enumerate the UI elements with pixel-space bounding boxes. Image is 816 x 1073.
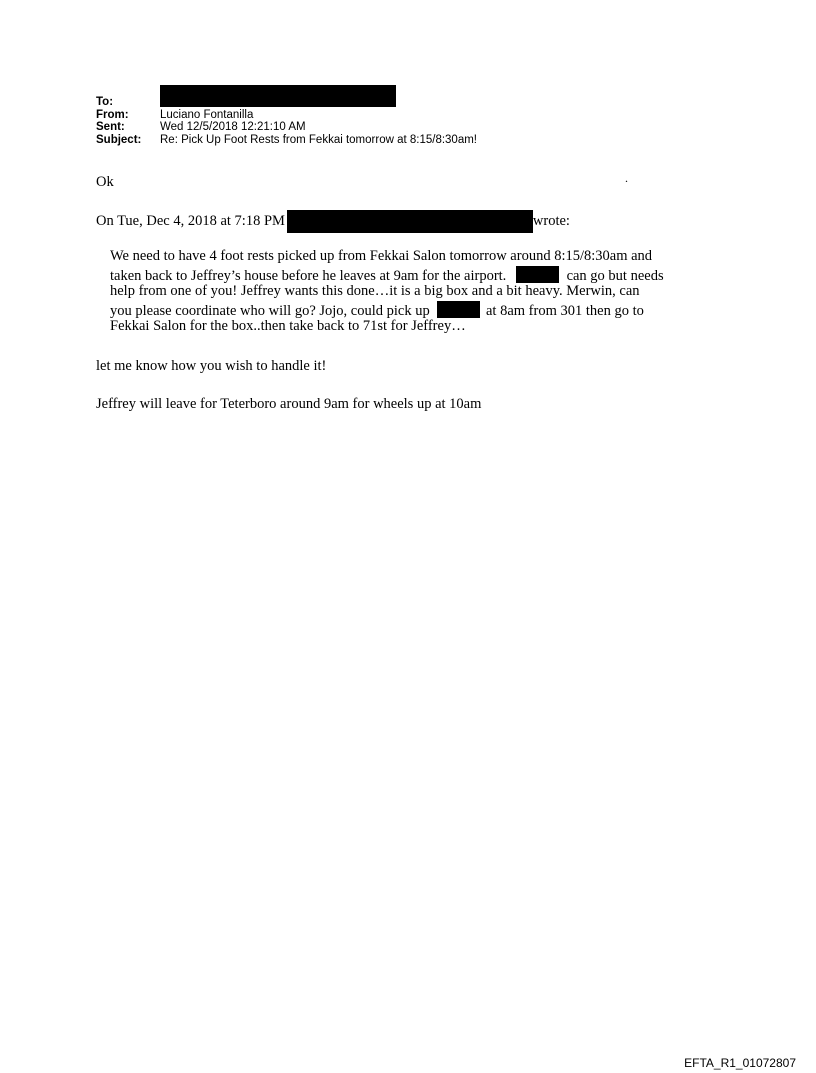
quoted-text: taken back to Jeffrey’s house before he leaves at 9am for the airport.: [110, 267, 507, 284]
quoted-line: help from one of you! Jeffrey wants this done…it is a big box and a bit heavy. Merwin, can: [110, 283, 640, 299]
sent-row: [96, 121, 477, 134]
reply-text: Ok: [96, 174, 114, 190]
stray-mark: .: [625, 171, 628, 185]
subject-row: [96, 134, 477, 147]
quoted-message: [110, 248, 730, 336]
closing-text: let me know how you wish to handle it!: [96, 358, 327, 374]
quoted-text: at 8am from 301 then go to: [486, 302, 644, 319]
from-value: Luciano Fontanilla: [160, 108, 254, 121]
quoted-line: [110, 301, 730, 319]
name-redaction: [437, 301, 480, 318]
subject-value: Re: Pick Up Foot Rests from Fekkai tomorrow at 8:15/8:30am!: [160, 133, 478, 146]
quoted-line: Fekkai Salon for the box..then take back to 71st for Jeffrey…: [110, 318, 466, 334]
to-label: To:: [96, 96, 114, 108]
quoted-text: can go but needs: [566, 267, 664, 284]
email-header: [96, 96, 477, 146]
to-redaction: [160, 85, 396, 107]
sender-redaction: [287, 210, 533, 233]
sent-value: Wed 12/5/2018 12:21:10 AM: [160, 121, 306, 133]
attribution-suffix: wrote:: [532, 213, 570, 229]
attribution-prefix: On Tue, Dec 4, 2018 at 7:18 PM: [96, 213, 285, 229]
quoted-text: you please coordinate who will go? Jojo, could pick up: [110, 302, 430, 319]
to-row: [96, 96, 477, 109]
document-id: EFTA_R1_01072807: [684, 1056, 796, 1070]
from-row: [96, 109, 477, 122]
note-text: Jeffrey will leave for Teterboro around 9am for wheels up at 10am: [96, 396, 482, 412]
quoted-line: [110, 266, 730, 284]
from-label: From:: [96, 108, 129, 121]
quoted-line: We need to have 4 foot rests picked up from Fekkai Salon tomorrow around 8:15/8:30am and: [110, 248, 653, 264]
name-redaction: [516, 266, 559, 283]
attribution-line: [96, 210, 570, 233]
subject-label: Subject:: [96, 133, 142, 146]
sent-label: Sent:: [96, 121, 125, 133]
